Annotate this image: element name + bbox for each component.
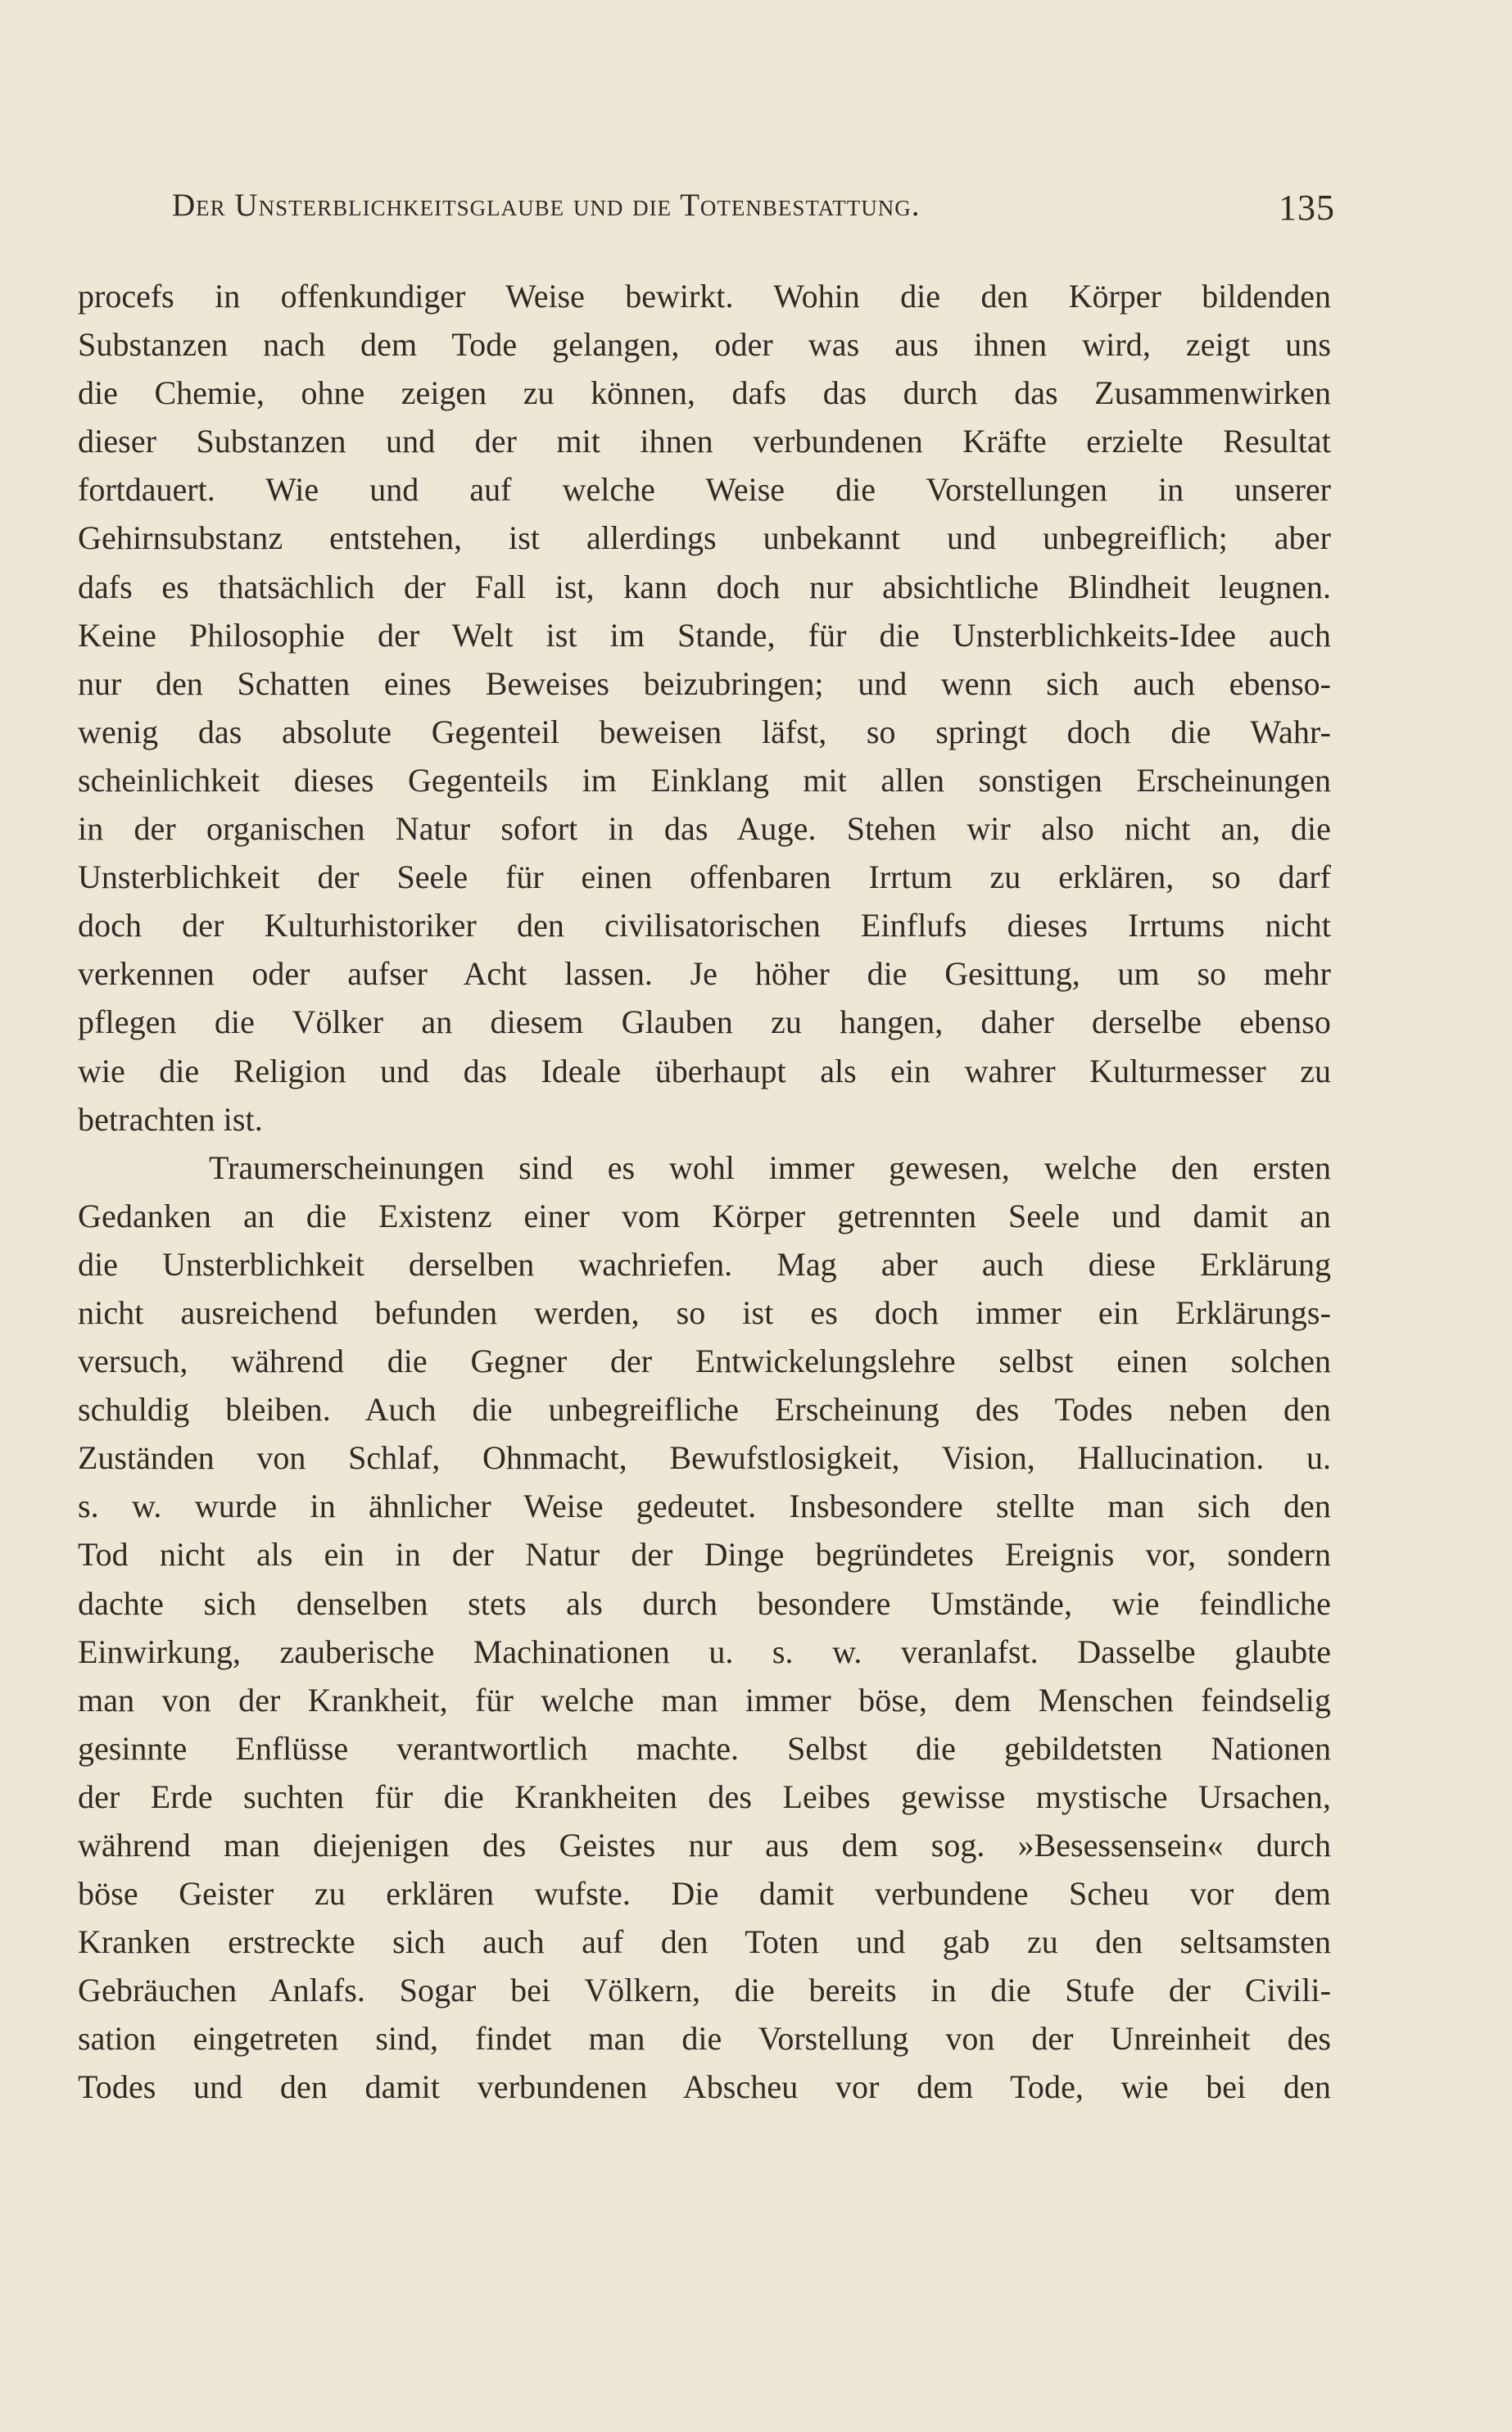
text-line: gesinnte Enflüsse verantwortlich machte. Selbst die gebildetsten Nationen	[78, 1729, 1331, 1767]
text-line: verkennen oder aufser Acht lassen. Je höher die Gesittung, um so mehr	[78, 955, 1331, 993]
text-line: Kranken erstreckte sich auch auf den Toten und gab zu den seltsamsten	[78, 1923, 1331, 1961]
text-line: in der organischen Natur sofort in das Auge. Stehen wir also nicht an, die	[78, 810, 1331, 848]
text-line: doch der Kulturhistoriker den civilisatorischen Einflufs dieses Irrtums nicht	[78, 907, 1331, 944]
text-line: schuldig bleiben. Auch die unbegreifliche Erscheinung des Todes neben den	[78, 1391, 1331, 1429]
text-line: betrachten ist.	[78, 1100, 263, 1138]
text-line: fortdauert. Wie und auf welche Weise die Vorstellungen in unserer	[78, 471, 1331, 509]
text-line: Zuständen von Schlaf, Ohnmacht, Bewufstlosigkeit, Vision, Hallucination. u.	[78, 1439, 1331, 1477]
text-line: böse Geister zu erklären wufste. Die damit verbundene Scheu vor dem	[78, 1875, 1331, 1913]
text-line: Tod nicht als ein in der Natur der Dinge begründetes Ereignis vor, sondern	[78, 1536, 1331, 1574]
text-line: dachte sich denselben stets als durch besondere Umstände, wie feindliche	[78, 1584, 1331, 1622]
text-line: scheinlichkeit dieses Gegenteils im Einklang mit allen sonstigen Erscheinungen	[78, 761, 1331, 799]
text-line: sation eingetreten sind, findet man die Vorstellung von der Unreinheit des	[78, 2020, 1331, 2058]
text-line: Todes und den damit verbundenen Abscheu vor dem Tode, wie bei den	[78, 2068, 1331, 2106]
text-line: dafs es thatsächlich der Fall ist, kann doch nur absichtliche Blindheit leugnen.	[78, 568, 1331, 605]
text-line: pflegen die Völker an diesem Glauben zu hangen, daher derselbe ebenso	[78, 1003, 1331, 1041]
text-line: Substanzen nach dem Tode gelangen, oder was aus ihnen wird, zeigt uns	[78, 326, 1331, 364]
text-line: wie die Religion und das Ideale überhaupt als ein wahrer Kulturmesser zu	[78, 1052, 1331, 1089]
text-line: dieser Substanzen und der mit ihnen verbundenen Kräfte erzielte Resultat	[78, 423, 1331, 460]
text-line: während man diejenigen des Geistes nur aus dem sog. »Besessensein« durch	[78, 1827, 1331, 1864]
text-line: versuch, während die Gegner der Entwickelungslehre selbst einen solchen	[78, 1343, 1331, 1380]
text-line: die Chemie, ohne zeigen zu können, dafs das durch das Zusammenwirken	[78, 374, 1331, 412]
text-line: Keine Philosophie der Welt ist im Stande, für die Unsterblichkeits-Idee auch	[78, 616, 1331, 654]
text-line: Unsterblichkeit der Seele für einen offenbaren Irrtum zu erklären, so darf	[78, 858, 1331, 896]
running-header	[172, 187, 1335, 228]
running-title: Der Unsterblichkeitsglaube und die Totenbestattung.	[172, 188, 921, 223]
text-line: der Erde suchten für die Krankheiten des Leibes gewisse mystische Ursachen,	[78, 1778, 1331, 1815]
text-line: Gedanken an die Existenz einer vom Körper getrennten Seele und damit an	[78, 1197, 1331, 1234]
text-line: Gebräuchen Anlafs. Sogar bei Völkern, die bereits in die Stufe der Civili-	[78, 1972, 1331, 2009]
text-line: nicht ausreichend befunden werden, so ist es doch immer ein Erklärungs-	[78, 1293, 1331, 1331]
text-line: Gehirnsubstanz entstehen, ist allerdings unbekannt und unbegreiflich; aber	[78, 519, 1331, 557]
page-number: 135	[1279, 188, 1335, 228]
text-line: Traumerscheinungen sind es wohl immer gewesen, welche den ersten	[209, 1148, 1331, 1186]
text-line: nur den Schatten eines Beweises beizubringen; und wenn sich auch ebenso-	[78, 664, 1331, 702]
text-line: wenig das absolute Gegenteil beweisen läfst, so springt doch die Wahr-	[78, 713, 1331, 750]
text-line: s. w. wurde in ähnlicher Weise gedeutet. Insbesondere stellte man sich den	[78, 1488, 1331, 1525]
text-line: man von der Krankheit, für welche man immer böse, dem Menschen feindselig	[78, 1681, 1331, 1719]
body-text	[78, 272, 1331, 2112]
text-line: Einwirkung, zauberische Machinationen u. s. w. veranlafst. Dasselbe glaubte	[78, 1633, 1331, 1670]
text-line: die Unsterblichkeit derselben wachriefen. Mag aber auch diese Erklärung	[78, 1245, 1331, 1283]
text-line: procefs in offenkundiger Weise bewirkt. Wohin die den Körper bildenden	[78, 278, 1331, 315]
